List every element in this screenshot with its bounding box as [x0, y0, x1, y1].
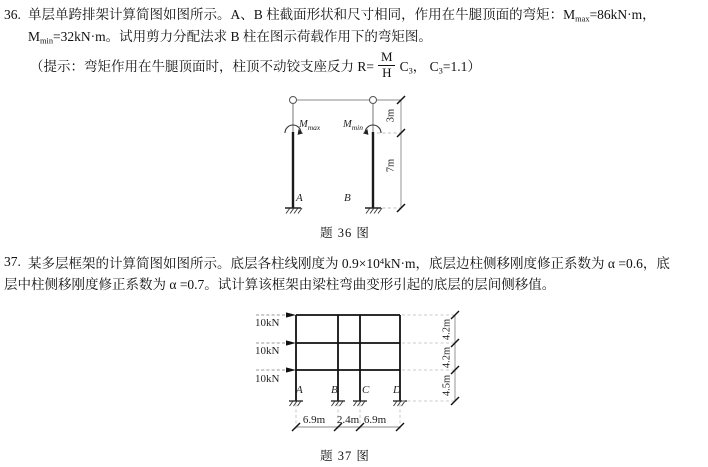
fig37-story-dim-3: 4.5m [441, 374, 453, 397]
fig36-column-a-label: A [296, 192, 303, 204]
hinge-circle-left [290, 97, 297, 104]
fig36-mmax-label: $M_{max}$ [299, 119, 321, 133]
fig37-supports [289, 401, 407, 406]
load-arrowhead [286, 312, 296, 317]
hatch [374, 208, 378, 214]
hatch [370, 208, 374, 214]
q37-line1-pre: 某多层框架的计算简图如图所示。底层各柱线刚度为 0.9×10 [28, 256, 380, 272]
hatch [294, 208, 298, 214]
q36-line2 [28, 29, 432, 49]
fig37-column-b-label: B [331, 384, 338, 396]
fig37-story-dim-2: 4.2m [441, 346, 453, 369]
q36-hint-pre: （提示：弯矩作用在牛腿顶面时，柱顶不动铰支座反力 R= [30, 59, 374, 74]
fig36-caption: 题 36 图 [320, 226, 370, 240]
q36-line1-text: 单层单跨排架计算简图如图所示。A、B 柱截面形状和尺寸相同，作用在牛腿顶面的弯矩： [28, 7, 564, 22]
hatch [286, 208, 290, 214]
q36-mmin-formula: $M_{min}=32kN\cdot m$。 [28, 29, 120, 46]
hatch [290, 208, 294, 214]
fig37-column-d-label: D [393, 384, 401, 396]
fig36-mmin-label: $M_{min}$ [343, 119, 363, 133]
fig37-story-dim-1: 4.2m [441, 318, 453, 341]
fig37-column-c-label: C [362, 384, 370, 396]
fig37-load-label-1: 10kN [255, 317, 280, 329]
q37-line1-post: kN·m，底层边柱侧移刚度修正系数为 α =0.6，底 [384, 256, 670, 272]
q37-line2: 层中柱侧移刚度修正系数为 α =0.7。试计算该框架由梁柱弯曲变形引起的底层的层间侧移值。 [4, 277, 556, 292]
fig37-span-dim-2: 2.4m [336, 414, 360, 426]
fig37-column-a-label: A [296, 384, 303, 396]
fig36-supports [285, 208, 382, 214]
q36-hint [30, 48, 481, 82]
fig37-support-hatching [290, 401, 406, 406]
fig37-frame [296, 315, 400, 401]
fig37-load-label-3: 10kN [255, 373, 280, 385]
q37-line1 [28, 254, 670, 271]
hinge-circle-right [370, 97, 377, 104]
fig36-dim-3m: 3m [385, 108, 397, 123]
q36-hint-c3: $C_3$， $C_3=1.1$） [399, 58, 481, 76]
fig37-load-label-2: 10kN [255, 345, 280, 357]
fraction-m-over-h: $\frac{M}{H}$ [377, 50, 397, 80]
q36-mmax-formula: $M_{max}=86kN\cdot m$， [563, 7, 656, 24]
fig36-column-b-label: B [344, 192, 351, 204]
q36-line1 [28, 7, 656, 27]
load-arrowhead [286, 367, 296, 372]
fig36-dim-7m: 7m [385, 158, 397, 173]
q37-exponent: 4 [379, 257, 385, 266]
q36-number: 36. [4, 7, 21, 22]
q37-number: 37. [4, 254, 21, 269]
hatch [378, 208, 382, 214]
fig37-span-dim-3: 6.9m [363, 414, 387, 426]
hatch [366, 208, 370, 214]
load-arrowhead [286, 340, 296, 345]
fig37-span-dim-1: 6.9m [302, 414, 326, 426]
fig37-caption: 题 37 图 [320, 449, 370, 463]
hatch [298, 208, 302, 214]
q36-line2-text: 试用剪力分配法求 B 柱在图示荷载作用下的弯矩图。 [119, 29, 432, 44]
